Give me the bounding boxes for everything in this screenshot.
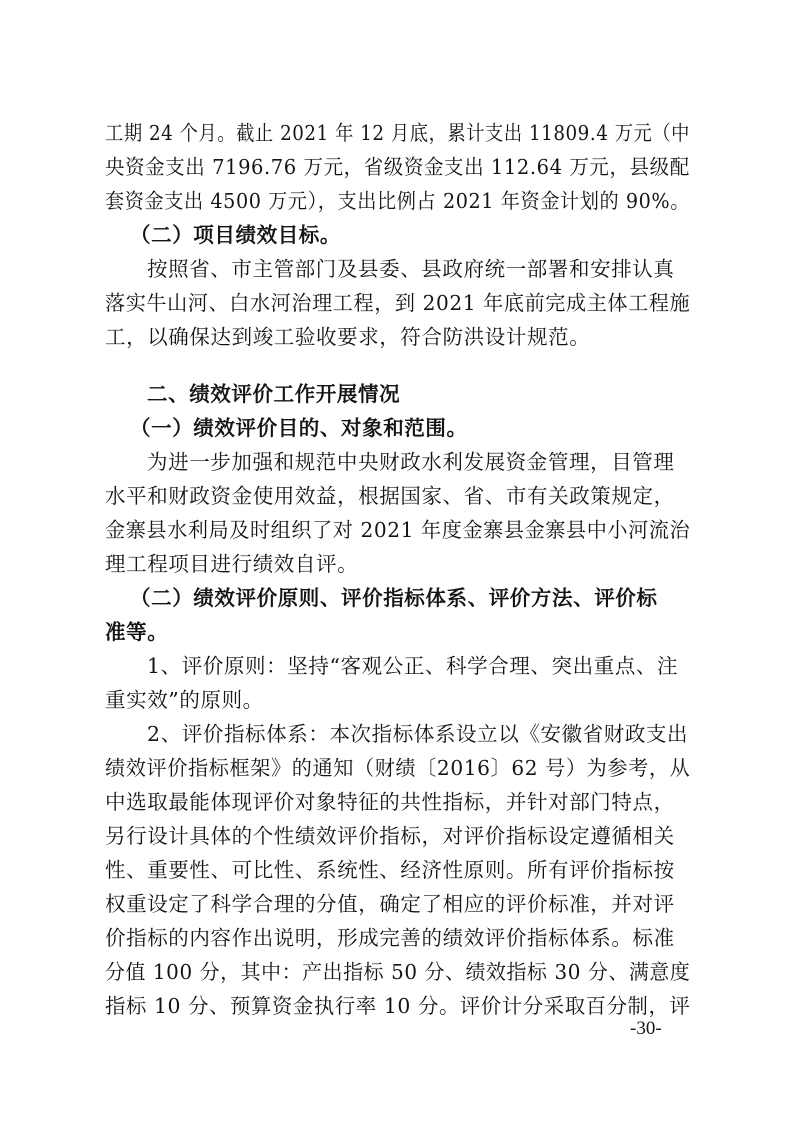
body-text-line: 为进一步加强和规范中央财政水利发展资金管理，目管理 [147, 450, 675, 474]
body-text-line: 水平和财政资金使用效益，根据国家、省、市有关政策规定， [105, 484, 675, 508]
body-text-line: 央资金支出 7196.76 万元，省级资金支出 112.64 万元，县级配 [105, 155, 690, 179]
body-text-line: 性、重要性、可比性、系统性、经济性原则。所有评价指标按 [105, 858, 675, 882]
body-text-line: 金寨县水利局及时组织了对 2021 年度金寨县金寨县中小河流治 [105, 518, 691, 542]
body-text-line: 工期 24 个月。截止 2021 年 12 月底，累计支出 11809.4 万元（中 [105, 121, 690, 145]
body-text-line: 1、评价原则：坚持“客观公正、科学合理、突出重点、注 [147, 654, 679, 678]
body-text-line: 落实牛山河、白水河治理工程，到 2021 年底前完成主体工程施 [105, 291, 691, 315]
body-text-line: 中选取最能体现评价对象特征的共性指标，并针对部门特点， [105, 790, 675, 814]
body-text-line: 权重设定了科学合理的分值，确定了相应的评价标准，并对评 [105, 892, 675, 916]
subsection-heading: （二）项目绩效目标。 [130, 223, 341, 247]
section-heading: 二、绩效评价工作开展情况 [147, 382, 401, 406]
body-text-line: 2、评价指标体系：本次指标体系设立以《安徽省财政支出 [147, 722, 689, 746]
page-number: -30- [630, 1018, 662, 1039]
body-text-line: 绩效评价指标框架》的通知（财绩〔2016〕62 号）为参考，从 [105, 756, 691, 780]
body-text-line: 理工程项目进行绩效自评。 [105, 552, 359, 576]
body-text-line: 另行设计具体的个性绩效评价指标，对评价指标设定遵循相关 [105, 824, 675, 848]
body-text-line: 工，以确保达到竣工验收要求，符合防洪设计规范。 [105, 325, 591, 349]
subsection-heading: 准等。 [105, 620, 169, 644]
body-text-line: 重实效”的原则。 [105, 688, 264, 712]
body-text-line: 按照省、市主管部门及县委、县政府统一部署和安排认真 [147, 257, 675, 281]
body-text-line: 指标 10 分、预算资金执行率 10 分。评价计分采取百分制，评 [105, 994, 691, 1018]
subsection-heading: （二）绩效评价原则、评价指标体系、评价方法、评价标 [130, 586, 658, 610]
subsection-heading: （一）绩效评价目的、对象和范围。 [130, 416, 468, 440]
body-text-line: 价指标的内容作出说明，形成完善的绩效评价指标体系。标准 [105, 926, 675, 950]
body-text-line: 分值 100 分，其中：产出指标 50 分、绩效指标 30 分、满意度 [105, 960, 691, 984]
body-text-line: 套资金支出 4500 万元），支出比例占 2021 年资金计划的 90%。 [105, 189, 690, 213]
